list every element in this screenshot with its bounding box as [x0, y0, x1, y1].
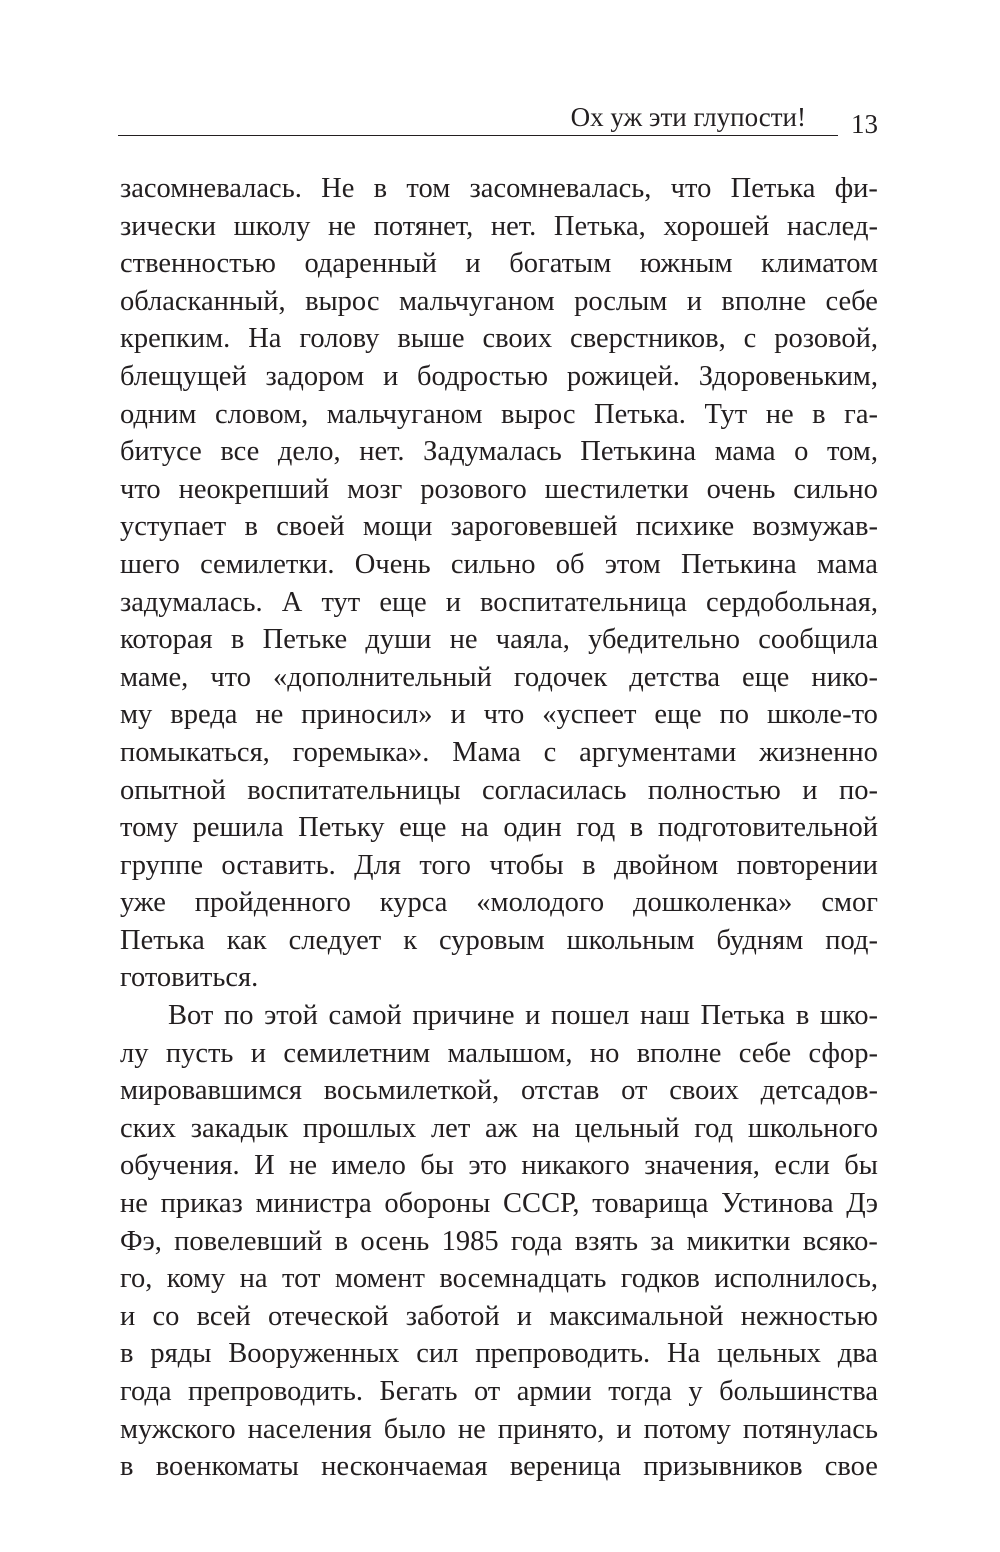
text-line: битусе все дело, нет. Задумалась Петькина мама о том,: [120, 436, 878, 468]
text-line: шего семилетки. Очень сильно об этом Петькина мама: [120, 548, 878, 580]
text-line: мужского населения было не принято, и потому потянулась: [120, 1413, 878, 1445]
text-line: лу пусть и семилетним малышом, но вполне себе сфор-: [120, 1037, 878, 1069]
text-line: что неокрепший мозг розового шестилетки очень сильно: [120, 473, 878, 505]
text-line-paragraph-start: Вот по этой самой причине и пошел наш Петька в шко-: [168, 1000, 878, 1032]
running-title: Ох уж эти глупости!: [570, 102, 806, 132]
text-line: и со всей отеческой заботой и максимальной нежностью: [120, 1300, 878, 1332]
text-line: группе оставить. Для того чтобы в двойном повторении: [120, 849, 878, 881]
text-line: года препроводить. Бегать от армии тогда у большинства: [120, 1376, 878, 1407]
text-line: го, кому на тот момент восемнадцать годков исполнилось,: [120, 1263, 878, 1295]
text-line: в ряды Вооруженных сил препроводить. На цельных два: [120, 1338, 878, 1370]
text-line: засомневалась. Не в том засомневалась, что Петька фи-: [120, 173, 878, 204]
text-line: блещущей задором и бодростью рожицей. Здоровеньким,: [120, 360, 878, 392]
text-line: обласканный, вырос мальчуганом рослым и вполне себе: [120, 285, 878, 317]
text-line: Петька как следует к суровым школьным будням под-: [120, 924, 878, 956]
text-line: уже пройденного курса «молодого дошколенка» смог: [120, 887, 878, 919]
text-line: ских закадык прошлых лет аж на цельный год школьного: [120, 1112, 878, 1144]
text-line: опытной воспитательницы согласилась полностью и по-: [120, 774, 878, 806]
page-number: 13: [851, 109, 878, 139]
text-line: тому решила Петьку еще на один год в подготовительной: [120, 812, 878, 844]
header-rule: [118, 135, 838, 136]
running-head: [118, 96, 878, 139]
text-line: уступает в своей мощи зароговевшей психике возмужав-: [120, 511, 878, 543]
text-line: маме, что «дополнительный годочек детства еще нико-: [120, 661, 878, 693]
text-line: Фэ, повелевший в осень 1985 года взять за микитки всяко-: [120, 1225, 878, 1257]
text-line: ственностью одаренный и богатым южным климатом: [120, 248, 878, 280]
text-line: которая в Петьке души не чаяла, убедительно сообщила: [120, 624, 878, 656]
text-line: му вреда не приносил» и что «успеет еще по школе-то: [120, 699, 878, 731]
text-line: обучения. И не имело бы это никакого значения, если бы: [120, 1150, 878, 1182]
text-line: задумалась. А тут еще и воспитательница сердобольная,: [120, 586, 878, 618]
text-line: не приказ министра обороны СССР, товарища Устинова Дэ: [120, 1188, 878, 1220]
text-line: одним словом, мальчуганом вырос Петька. Тут не в га-: [120, 398, 878, 430]
text-line: мировавшимся восьмилеткой, отстав от своих детсадов-: [120, 1075, 878, 1107]
body-text: [120, 170, 878, 1486]
text-line-paragraph-end: готовиться.: [120, 962, 259, 994]
text-line: крепким. На голову выше своих сверстников, с розовой,: [120, 323, 878, 355]
text-line: зически школу не потянет, нет. Петька, хорошей наслед-: [120, 210, 878, 242]
text-line: помыкаться, горемыка». Мама с аргументами жизненно: [120, 736, 878, 768]
text-line: в военкоматы нескончаемая вереница призывников свое: [120, 1451, 878, 1483]
